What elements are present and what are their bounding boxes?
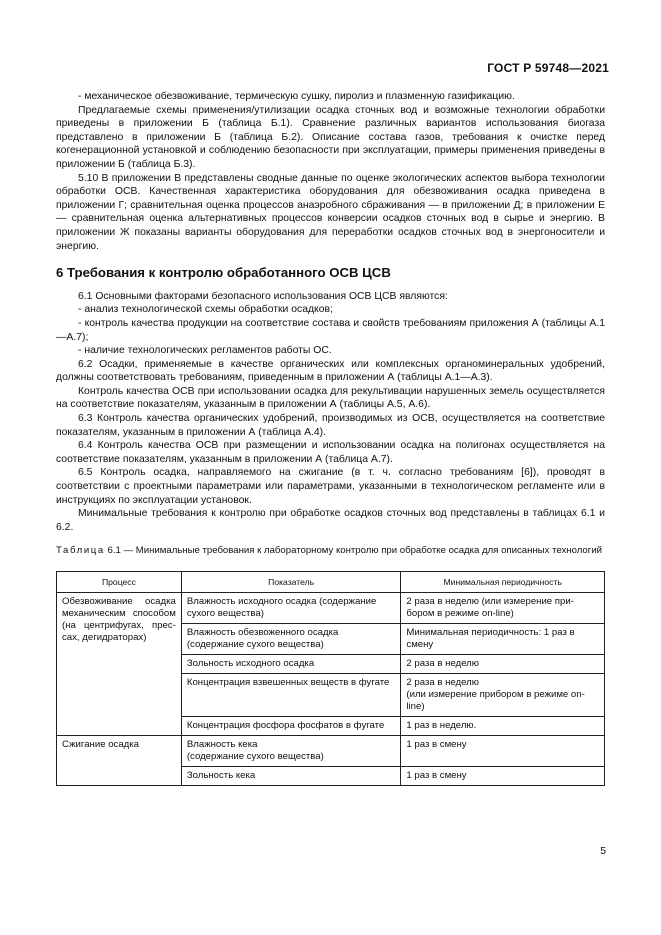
list-item: - анализ технологической схемы обработки осадков; [78, 304, 333, 316]
paragraph: 6.3 Контроль качества органических удобрений, производимых из ОСВ, осуществляется на соответствие показателям, указанным в приложении А (таблица А.4). [56, 413, 605, 438]
paragraph: - механическое обезвоживание, термическую сушку, пиролиз и плазменную газификацию. [78, 91, 515, 102]
paragraph: 6.5 Контроль осадка, направляемого на сжигание (в т. ч. согласно требованиям [6]), проводят в соответствии с проектными параметрами или параметрами, указанными в технологическом регламенте или в инструкциях по эксплуатации установок. [56, 467, 605, 506]
periodicity-cell: 2 раза в неделю [401, 655, 605, 674]
paragraph: 6.1 Основными факторами безопасного использования ОСВ ЦСВ являются: [78, 290, 448, 302]
requirements-table [56, 571, 605, 786]
document-code: ГОСТ Р 59748—2021 [487, 61, 609, 75]
body-text [56, 90, 605, 557]
column-header-indicator: Показатель [181, 572, 401, 593]
table-row [57, 736, 605, 767]
table-header-row [57, 572, 605, 593]
table-row [57, 593, 605, 624]
periodicity-cell: 1 раз в неделю. [401, 717, 605, 736]
table-caption-text: 6.1 — Минимальные требования к лабораторному контролю при обработке осадка для описанных технологий [104, 545, 602, 557]
process-cell: Обезвоживание осадка механическим способом (на центрифугах, прес- сах, дегидраторах) [57, 593, 182, 736]
paragraph: 6.2 Осадки, применяемые в качестве органических или комплексных органоминеральных удобрений, должны соответствовать требованиям, приведенным в приложении А (таблицы А.1—А.3). [56, 358, 605, 384]
paragraph: 6.4 Контроль качества ОСВ при размещении и использовании осадка на полигонах осуществляется на соответствие показателям, указанным в приложении А (таблица А.7). [56, 440, 605, 465]
table-caption [56, 545, 605, 557]
paragraph: Минимальные требования к контролю при обработке осадков сточных вод представлены в таблицах 6.1 и 6.2. [56, 508, 605, 533]
indicator-cell: Зольность исходного осадка [181, 655, 401, 674]
indicator-cell: Влажность обезвоженного осадка (содержание сухого вещества) [181, 624, 401, 655]
column-header-process: Процесс [57, 572, 182, 593]
column-header-periodicity: Минимальная периодичность [401, 572, 605, 593]
periodicity-cell: 1 раз в смену [401, 767, 605, 786]
list-item: - контроль качества продукции на соответствие состава и свойств требованиям приложения А (таблицы А.1—А.7); [56, 317, 605, 343]
periodicity-cell: 1 раз в смену [401, 736, 605, 767]
indicator-cell: Влажность исходного осадка (содержание сухого вещества) [181, 593, 401, 624]
periodicity-cell: 2 раза в неделю (или измерение при- бором в режиме on-line) [401, 593, 605, 624]
indicator-cell: Влажность кека (содержание сухого вещества) [181, 736, 401, 767]
process-cell: Сжигание осадка [57, 736, 182, 786]
indicator-cell: Зольность кека [181, 767, 401, 786]
periodicity-cell: 2 раза в неделю (или измерение прибором в режиме on-line) [401, 674, 605, 717]
page-number: 5 [600, 846, 606, 857]
list-item: - наличие технологических регламентов работы ОС. [78, 345, 332, 357]
paragraph: Контроль качества ОСВ при использовании осадка для рекультивации нарушенных земель осуществляется на соответствие показателям, указанным в приложении А (таблицы А.5, А.6). [56, 385, 605, 411]
indicator-cell: Концентрация взвешенных веществ в фугате [181, 674, 401, 717]
paragraph: 5.10 В приложении В представлены сводные данные по оценке экологических аспектов выбора технологии обработки ОСВ. Качественная характеристика оборудования для обезвоживания осадка приведена в приложении Г; сравнительная оценка процессов анаэробного сбраживания — в приложении Д; в приложении Е — сравнительная оценка альтернативных процессов конверсии осадков сточных вод в сырье и энергию. В приложении Ж показаны варианты оборудования для переработки осадков сточных вод в энергоносители и энергию. [56, 172, 605, 252]
paragraph: Предлагаемые схемы применения/утилизации осадка сточных вод и возможные технологии обработки приведены в приложении Б (таблица Б.1). Сравнение различных вариантов использования биогаза представлено в приложении Б (таблица Б.2). Описание состава газов, требования к очистке перед когенерационной установкой и соблюдению безопасности при эксплуатации, примеры применения приведены в приложении Б (таблица Б.3). [56, 104, 605, 170]
section-heading: 6 Требования к контролю обработанного ОСВ ЦСВ [56, 265, 391, 281]
periodicity-cell: Минимальная периодичность: 1 раз в смену [401, 624, 605, 655]
indicator-cell: Концентрация фосфора фосфатов в фугате [181, 717, 401, 736]
table-caption-label: Таблица [56, 545, 105, 557]
